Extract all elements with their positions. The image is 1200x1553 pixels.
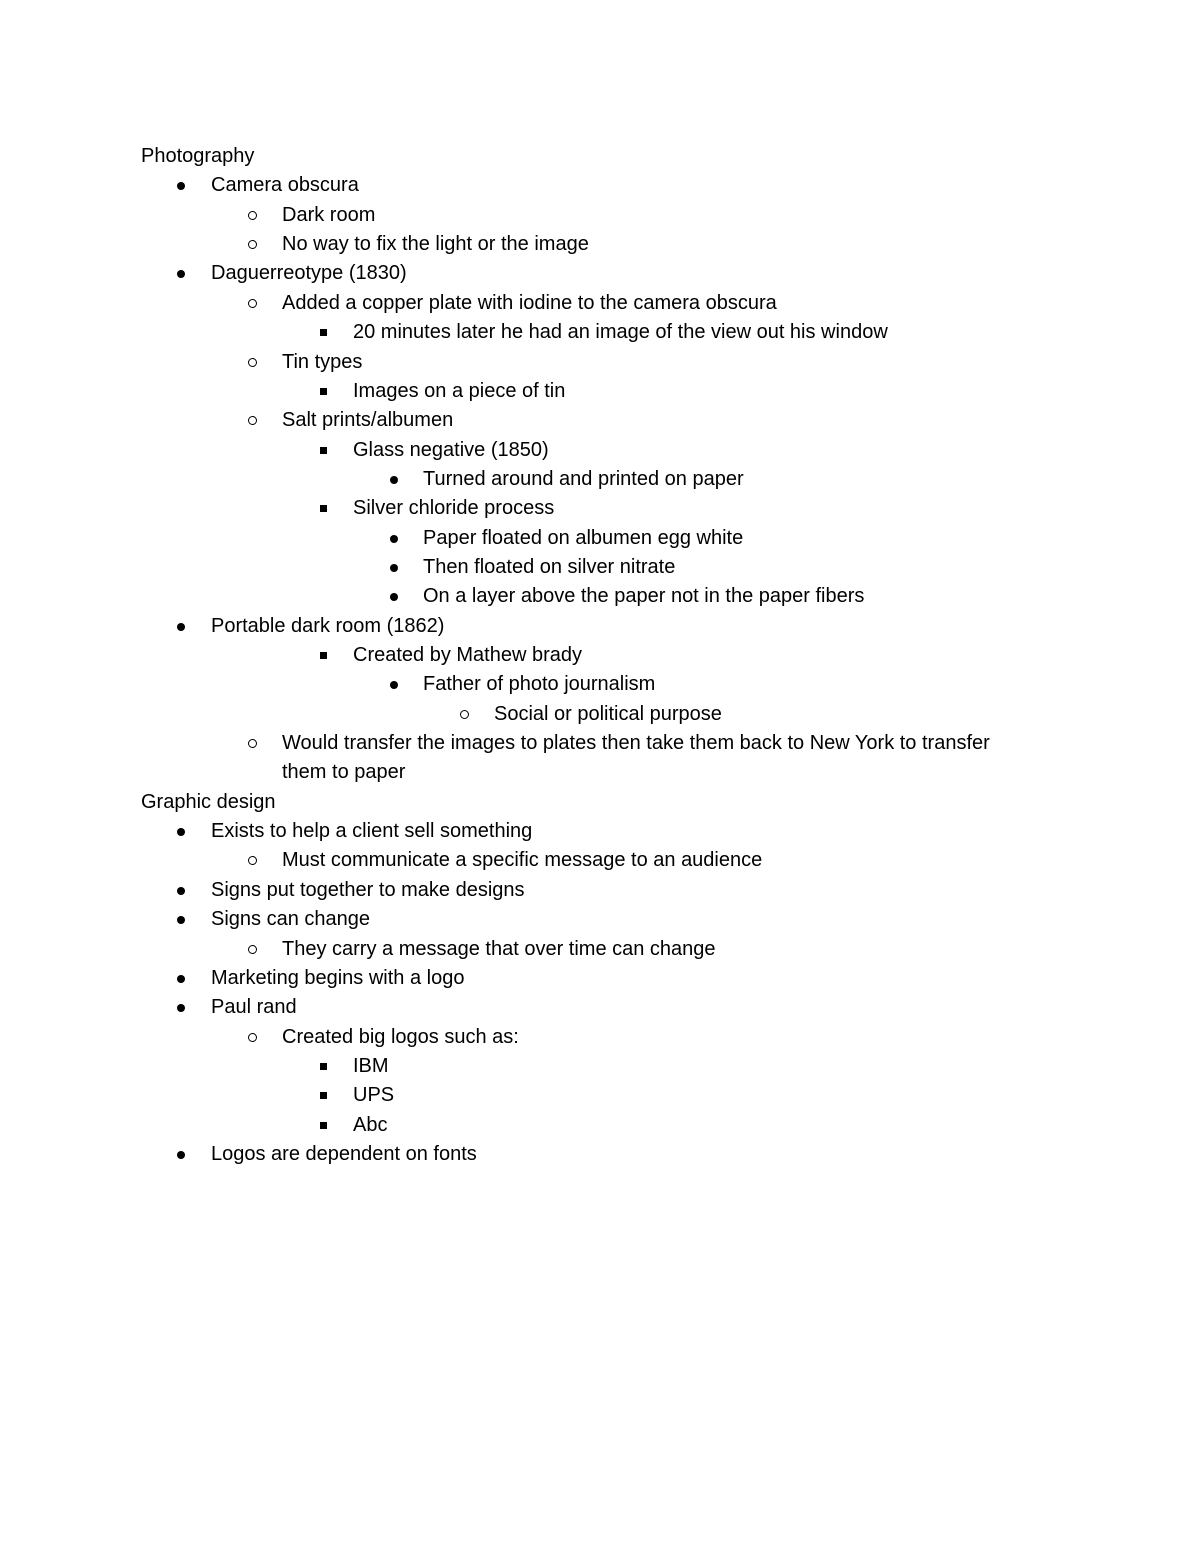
list-item (0, 348, 1200, 377)
bullet-square-icon (316, 377, 332, 406)
list-item-text: Signs put together to make designs (211, 878, 525, 901)
bullet-disc-icon (386, 582, 402, 611)
list-item-text: IBM (353, 1054, 389, 1077)
bullet-circle-icon (245, 348, 261, 377)
list-item-text: Marketing begins with a logo (211, 966, 465, 989)
list-item (0, 729, 1200, 758)
list-item-text: Logos are dependent on fonts (211, 1142, 477, 1165)
bullet-square-icon (316, 1081, 332, 1110)
list-item-text: Then floated on silver nitrate (423, 555, 676, 578)
list-item-text: Camera obscura (211, 174, 359, 197)
list-item (0, 641, 1200, 670)
bullet-square-icon (316, 1111, 332, 1140)
list-item (0, 1023, 1200, 1052)
list-item (0, 758, 1200, 787)
list-item-text: No way to fix the light or the image (282, 233, 589, 256)
list-item (0, 436, 1200, 465)
bullet-circle-icon (245, 935, 261, 964)
list-item-text: Photography (141, 145, 255, 167)
list-item (0, 524, 1200, 553)
list-item (0, 876, 1200, 905)
bullet-disc-icon (386, 553, 402, 582)
list-item-text: UPS (353, 1084, 395, 1107)
list-item-text: Glass negative (1850) (353, 438, 549, 461)
list-item (0, 1111, 1200, 1140)
list-item-text: Added a copper plate with iodine to the camera obscura (282, 291, 777, 314)
bullet-disc-icon (173, 905, 189, 934)
list-item (0, 494, 1200, 523)
bullet-disc-icon (173, 964, 189, 993)
list-item (0, 230, 1200, 259)
bullet-circle-icon (245, 406, 261, 435)
list-item-text: Graphic design (141, 790, 276, 813)
list-item-text: Would transfer the images to plates then take them back to New York to transfer (282, 732, 990, 754)
list-item (0, 1140, 1200, 1169)
bullet-circle-icon (245, 201, 261, 230)
list-item-text: Must communicate a specific message to an audience (282, 849, 763, 872)
bullet-circle-icon (245, 230, 261, 259)
list-item-text: Images on a piece of tin (353, 379, 566, 402)
list-item (0, 289, 1200, 318)
bullet-disc-icon (173, 171, 189, 200)
list-item (0, 1081, 1200, 1110)
list-item-text: Portable dark room (1862) (211, 614, 445, 637)
list-item (0, 670, 1200, 699)
list-item-text: 20 minutes later he had an image of the view out his window (353, 321, 888, 344)
list-item-text: Paul rand (211, 996, 297, 1019)
list-item-text: Signs can change (211, 908, 371, 931)
list-item (0, 171, 1200, 200)
list-item (0, 318, 1200, 347)
bullet-disc-icon (173, 993, 189, 1022)
list-item-text: Created by Mathew brady (353, 644, 583, 666)
list-item-text: Abc (353, 1113, 388, 1136)
list-item (0, 846, 1200, 875)
list-item (0, 465, 1200, 494)
bullet-square-icon (316, 641, 332, 670)
list-item-text: Father of photo journalism (423, 673, 656, 696)
list-item-text: Dark room (282, 203, 376, 226)
bullet-disc-icon (386, 524, 402, 553)
list-item-text: Salt prints/albumen (282, 409, 454, 432)
list-item (0, 935, 1200, 964)
list-item-text: Created big logos such as: (282, 1025, 519, 1048)
bullet-disc-icon (173, 259, 189, 288)
bullet-circle-icon (245, 729, 261, 758)
list-item-text: They carry a message that over time can change (282, 937, 716, 960)
bullet-disc-icon (386, 465, 402, 494)
list-item-text: Tin types (282, 350, 363, 373)
list-item-text: On a layer above the paper not in the paper fibers (423, 585, 865, 608)
list-item-text: Paper floated on albumen egg white (423, 526, 744, 549)
bullet-disc-icon (386, 670, 402, 699)
list-item-text: Turned around and printed on paper (423, 467, 744, 490)
bullet-disc-icon (173, 817, 189, 846)
section-heading (0, 788, 1200, 817)
list-item (0, 993, 1200, 1022)
list-item (0, 817, 1200, 846)
list-item (0, 905, 1200, 934)
bullet-square-icon (316, 1052, 332, 1081)
list-item (0, 406, 1200, 435)
list-item (0, 612, 1200, 641)
list-item (0, 377, 1200, 406)
list-item (0, 553, 1200, 582)
bullet-circle-icon (245, 289, 261, 318)
list-item-text: Daguerreotype (1830) (211, 262, 407, 285)
list-item (0, 259, 1200, 288)
list-item (0, 582, 1200, 611)
bullet-square-icon (316, 318, 332, 347)
bullet-square-icon (316, 436, 332, 465)
bullet-disc-icon (173, 876, 189, 905)
bullet-disc-icon (173, 1140, 189, 1169)
bullet-square-icon (316, 494, 332, 523)
list-item (0, 201, 1200, 230)
list-item (0, 700, 1200, 729)
list-item (0, 1052, 1200, 1081)
bullet-circle-icon (245, 1023, 261, 1052)
bullet-circle-icon (245, 846, 261, 875)
bullet-disc-icon (173, 612, 189, 641)
list-item (0, 964, 1200, 993)
section-heading (0, 142, 1200, 171)
list-item-text: Silver chloride process (353, 497, 555, 520)
list-item-text: Social or political purpose (494, 702, 722, 725)
bullet-circle-icon (457, 700, 473, 729)
list-item-text: them to paper (282, 761, 406, 784)
list-item-text: Exists to help a client sell something (211, 820, 533, 843)
